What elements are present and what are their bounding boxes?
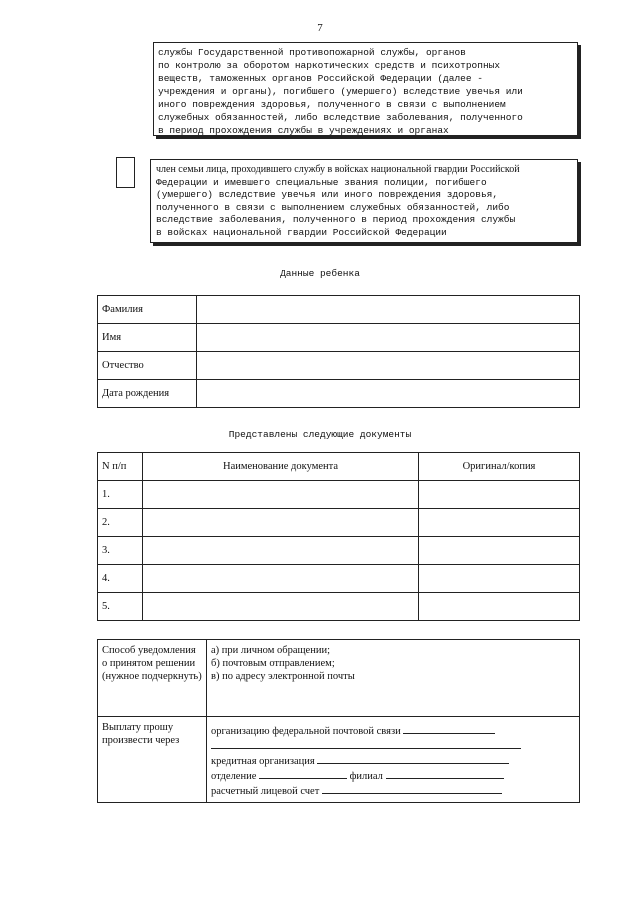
postal-organization-field-2[interactable]: [211, 738, 521, 749]
category-text-line: полученного в связи с выполнением служебных обязанностей, либо: [156, 201, 510, 213]
payment-options: [207, 717, 580, 803]
notification-method-label: Способ уведомления о принятом решении (нужное подчеркнуть): [98, 640, 207, 717]
table-row: [98, 565, 580, 593]
name-label: Имя: [98, 324, 197, 352]
category-text-line: (умершего) вследствие увечья или иного повреждения здоровья,: [156, 189, 499, 200]
category-text-line: веществ, таможенных органов Российской Федерации (далее -: [158, 73, 483, 84]
surname-field[interactable]: [197, 296, 580, 324]
table-row: [98, 593, 580, 621]
category-text-line: иного повреждения здоровья, полученного в связи с выполнением: [158, 99, 506, 110]
table-row: [98, 481, 580, 509]
table-row: [98, 324, 580, 352]
recipient-category-box-top: [153, 42, 578, 136]
category-text-line: учреждения и органы), погибшего (умершего) вследствие увечья или: [158, 86, 523, 97]
row-number: 5.: [98, 593, 143, 621]
birth-date-field[interactable]: [197, 380, 580, 408]
document-name-field[interactable]: [143, 509, 419, 537]
national-guard-category-checkbox[interactable]: [116, 157, 135, 188]
notification-option-mail[interactable]: б) почтовым отправлением;: [211, 658, 335, 669]
child-data-table: [97, 295, 580, 408]
document-name-field[interactable]: [143, 565, 419, 593]
notification-options: [207, 640, 580, 717]
table-row: [98, 509, 580, 537]
category-text-line: в период прохождения службы в учреждениях и органах: [158, 125, 449, 136]
credit-organization-label: кредитная организация: [211, 756, 315, 767]
credit-organization-field[interactable]: [317, 753, 509, 764]
patronymic-field[interactable]: [197, 352, 580, 380]
table-row: [98, 380, 580, 408]
postal-organization-row: [211, 723, 575, 738]
original-copy-field[interactable]: [419, 565, 580, 593]
national-guard-category-box: [150, 159, 578, 243]
column-header-number: N п/п: [98, 453, 143, 481]
table-row: [98, 352, 580, 380]
column-header-document-name: Наименование документа: [143, 453, 419, 481]
credit-organization-row: [211, 753, 575, 768]
row-number: 3.: [98, 537, 143, 565]
table-row: [98, 296, 580, 324]
category-text-line: служебных обязанностей, либо вследствие заболевания, полученного: [158, 112, 523, 123]
surname-label: Фамилия: [98, 296, 197, 324]
branch-row: [211, 768, 575, 783]
postal-organization-field[interactable]: [403, 723, 495, 734]
child-data-heading: Данные ребенка: [280, 268, 360, 279]
category-text-line: службы Государственной противопожарной службы, органов: [158, 47, 466, 58]
page-number: 7: [317, 22, 323, 34]
branch-label: отделение: [211, 771, 257, 782]
category-text-line: в войсках национальной гвардии Российской Федерации: [156, 226, 447, 238]
account-row: [211, 783, 575, 798]
document-name-field[interactable]: [143, 537, 419, 565]
postal-organization-row-2: [211, 738, 575, 753]
notification-option-email[interactable]: в) по адресу электронной почты: [211, 671, 355, 682]
documents-table: [97, 452, 580, 621]
document-name-field[interactable]: [143, 593, 419, 621]
original-copy-field[interactable]: [419, 537, 580, 565]
table-row: [98, 537, 580, 565]
account-field[interactable]: [322, 783, 502, 794]
name-field[interactable]: [197, 324, 580, 352]
patronymic-label: Отчество: [98, 352, 197, 380]
category-text-line: вследствие заболевания, полученного в период прохождения службы: [156, 214, 516, 225]
original-copy-field[interactable]: [419, 481, 580, 509]
account-label: расчетный лицевой счет: [211, 786, 320, 797]
notification-payment-table: [97, 639, 580, 803]
birth-date-label: Дата рождения: [98, 380, 197, 408]
column-header-original-copy: Оригинал/копия: [419, 453, 580, 481]
branch-field[interactable]: [259, 768, 347, 779]
row-number: 2.: [98, 509, 143, 537]
table-row: [98, 717, 580, 803]
documents-heading: Представлены следующие документы: [228, 429, 412, 440]
row-number: 4.: [98, 565, 143, 593]
filial-field[interactable]: [386, 768, 504, 779]
category-text-line: Федерации и имевшего специальные звания полиции, погибшего: [156, 176, 487, 188]
document-name-field[interactable]: [143, 481, 419, 509]
row-number: 1.: [98, 481, 143, 509]
table-header-row: [98, 453, 580, 481]
table-row: [98, 640, 580, 717]
filial-label: филиал: [349, 771, 383, 782]
category-text-line: член семьи лица, проходившего службу в войсках национальной гвардии Российской: [156, 164, 520, 175]
postal-organization-label: организацию федеральной почтовой связи: [211, 726, 401, 737]
original-copy-field[interactable]: [419, 593, 580, 621]
notification-option-in-person[interactable]: а) при личном обращении;: [211, 645, 330, 656]
original-copy-field[interactable]: [419, 509, 580, 537]
payment-method-label: Выплату прошу произвести через: [98, 717, 207, 803]
category-text-line: по контролю за оборотом наркотических средств и психотропных: [158, 60, 501, 71]
